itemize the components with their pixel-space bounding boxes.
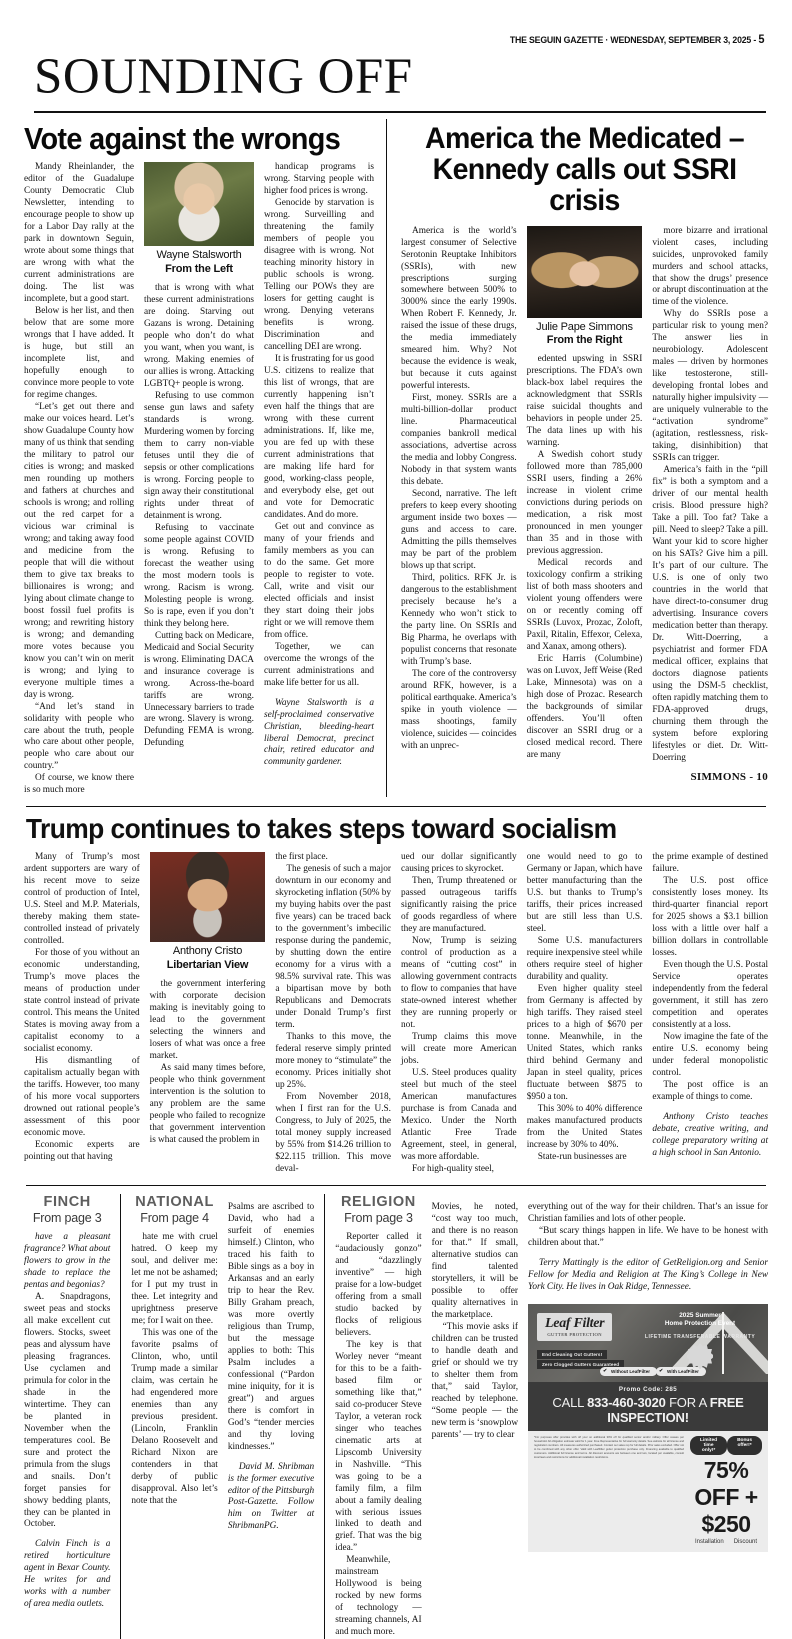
jump-subhead: From page 4 bbox=[140, 1210, 209, 1225]
ad-event-line2: Home Protection Event bbox=[664, 1319, 736, 1327]
author-tagline: Terry Mattingly is the editor of GetReligion.org and Senior Fellow for Media and Religion at The King’s College in New York City. He lives in Oak Ridge, Tennessee. bbox=[528, 1257, 769, 1292]
ad-call-mid: FOR A bbox=[669, 1394, 707, 1410]
jump-column-religion-end bbox=[528, 1194, 768, 1639]
ad-offer-bar bbox=[528, 1431, 768, 1552]
ad-badge-left: Limited time only!* bbox=[690, 1436, 727, 1455]
paragraph: hate me with cruel hatred. O keep my soul, and deliver me: let me not be ashamed; for I put my trust in thee. Let integrity and uprightness preserve me; for I wait on thee. bbox=[131, 1231, 218, 1326]
paragraph: Medical records and toxicology confirm a striking list of both mass shooters and violent young offenders were on or recently coming off SSRIs (Luvox, Prozac, Zoloft, Paxil, Ritalin, Effexor, Celexa, and Xanax, among others). bbox=[526, 558, 643, 652]
paragraph: Even though the U.S. Postal Service operates independently from the federal government, it still has zero competition and operates consistently at a loss. bbox=[652, 960, 769, 1031]
ad-brand-logo bbox=[537, 1313, 612, 1341]
right-headline-line2: Kennedy calls out SSRI crisis bbox=[432, 153, 737, 218]
paragraph: Movies, he noted, “cost way too much, and there is no reason for that.” If small, alternative studios can find talented storytellers, it will be possible to offer quality alternatives in the marketplace. bbox=[431, 1201, 519, 1320]
columnist-photo bbox=[150, 852, 266, 942]
paragraph: Refusing to use common sense gun laws and safety standards is wrong. Murdering women by forcing them to carry non-viable fetuses until they die of sepsis or other complications is wrong. Forcing people to sign away their constitutional rights under threat of detainment is wrong. bbox=[144, 390, 254, 521]
paragraph: edented upswing in SSRI prescriptions. The FDA’s own black-box label requires the acknowledgment that SSRIs raise suicidal thoughts and behaviors in people under 25. The data lines up with his warning. bbox=[526, 354, 643, 449]
paragraph: For high-quality steel, bbox=[412, 1163, 494, 1174]
mid-col-5 bbox=[527, 852, 643, 1176]
jump-head: FINCH bbox=[43, 1193, 91, 1210]
paragraph: one would need to go to Germany or Japan, which have better manufacturing than the U.S. but thanks to Trump’s tariffs, their prices increased but are still less than U.S. steel. bbox=[526, 852, 643, 935]
jump-column-national bbox=[131, 1194, 217, 1639]
paragraph: the government interfering with corporate decision making is inevitably going to lead to the government selecting the winners and losers of what was once a free market. bbox=[149, 979, 266, 1061]
author-tagline: Wayne Stalsworth is a self-proclaimed conservative Christian, bleeding-heart liberal Democrat, precinct chair, retired educator and community gardener. bbox=[264, 697, 374, 768]
section-divider-2 bbox=[26, 1185, 766, 1186]
author-tagline: Calvin Finch is a retired horticulture agent in Bexar County. He writes for and works with a number of area media outlets. bbox=[24, 1539, 111, 1610]
jump-columns-row bbox=[24, 1194, 768, 1639]
paragraph: The U.S. post office consistently loses money. Its third-quarter financial report for 2025 shows a $3.1 billion loss with a little over half a billion dollars in controllable losses. bbox=[652, 876, 769, 959]
paragraph: Below is her list, and then below that are some more wrongs that I have added. It is huge, but still an incomplete list, and hopefully enough to convince more people to vote for regime changes. bbox=[24, 306, 134, 400]
paragraph: His dismantling of capitalism actually began with the tariffs. However, too many of his more vocal supporters drowned out rational people’s assessment of this poor economic move. bbox=[24, 1056, 140, 1138]
paragraph: The post office is an example of things to come. bbox=[652, 1079, 769, 1102]
columnist-name: Julie Pape Simmons bbox=[536, 320, 633, 333]
ad-fine-print: *For purposes offer provides with off your on additional 30% off for qualified senior and/or military. Offer ceases per household. All obligation estimate valid for 1 year. Free Representative for full warranty details. See website for all license and registration numbers. All measures authorized purchased. Contact our sales rep for full details. Prior sales excluded. Offer not to be combined with any other offer. Valid with LeafFilter gutter protection purchase only. Financing available to qualified customers. Additional full license and terms. All discount amounts are between one and two, located per available, consult local laws and restrictions for additional installation restrictions. bbox=[534, 1435, 685, 1459]
jump-head: RELIGION bbox=[340, 1193, 416, 1210]
ad-call-suffix: FREE INSPECTION! bbox=[607, 1394, 744, 1425]
ad-brand-sub: GUTTER PROTECTION bbox=[547, 1331, 602, 1337]
paragraph: U.S. Steel produces quality steel but much of the steel American manufactures purchase is from Canada and Mexico. Under the North Atlantic Free Trade Agreement, steel, in general, was more affordable. bbox=[401, 1068, 517, 1162]
mid-col-2 bbox=[150, 852, 266, 1176]
paragraph: Trump claims this move will create more American jobs. bbox=[401, 1032, 517, 1067]
columnist-mug-simmons bbox=[527, 226, 643, 348]
paragraph: the first place. bbox=[275, 852, 328, 863]
mid-col-3 bbox=[275, 852, 391, 1176]
paragraph: Reporter called it “audaciously gonzo” and “dazzlingly inventive” — high praise for a low-budget offering from a small studio backed by flocks of religious believers. bbox=[335, 1231, 422, 1338]
sunburst-icon bbox=[687, 1343, 713, 1369]
left-col-1 bbox=[24, 162, 134, 797]
columnist-photo bbox=[144, 162, 254, 246]
advertisement-leaffilter[interactable] bbox=[528, 1304, 768, 1552]
columnist-caption bbox=[527, 318, 643, 348]
paragraph: The key is that Worley never “meant for this to be a faith-based film or something like that,” said co-producer Steve Taylor, a veteran rock singer who teaches cinematic arts at Lipscomb University in Nashville. “This was going to be a family film, a film about a family dealing with serious issues linked to death and grief. That was the big idea.” bbox=[335, 1339, 422, 1554]
columnist-caption bbox=[144, 246, 254, 276]
column-divider bbox=[120, 1194, 121, 1639]
paragraph: For those of you without an economic understanding, Trump’s move places the means of production under state control instead of private control. This means the United States is moving away from a capitalist economy to a socialist economy. bbox=[24, 948, 140, 1055]
ad-event-line1: 2025 Summer bbox=[679, 1311, 721, 1319]
paragraph: Thanks to this move, the federal reserve simply printed more money to “stimulate” the economy. Prices initially shot up 25%. bbox=[275, 1032, 392, 1090]
right-col-3 bbox=[652, 226, 768, 783]
paragraph: From November 2018, when I first ran for the U.S. Congress, to July of 2025, the total money supply increased by 55% from $14.26 trillion to $22.115 trillion. This move deval- bbox=[275, 1091, 392, 1174]
column-divider-2 bbox=[324, 1194, 325, 1639]
paragraph: Mandy Rheinlander, the editor of the Guadalupe County Democratic Club Newsletter, intending to encourage people to show up for a Labor Day rally at the park in downtown Seguin, wrote about some things that are wrong with what the current administrations are doing. The list was incomplete, but a good start. bbox=[24, 162, 134, 305]
paragraph: Third, politics. RFK Jr. is dangerous to the establishment precisely because he’s a Kennedy who won’t stick to the party line. On SSRIs and Big Pharma, he overlaps with populist concerns that resonate with Trump’s base. bbox=[401, 573, 517, 667]
jump-subhead bbox=[432, 1195, 518, 1202]
columnist-role: Libertarian View bbox=[166, 958, 249, 971]
paragraph: It is frustrating for us good U.S. citizens to realize that this list of wrongs, that are currently happening isn’t even half the things that are wrong with these current administrations. If, like me, you are fed up with these current administrations that are making life hard for good, working-class people, and everybody else, get out and vote for Democratic candidates. And do more. bbox=[264, 353, 374, 520]
paragraph: “And let’s stand in solidarity with people who care about the truth, people who care about other people, people who care about our country.” bbox=[24, 701, 134, 772]
mid-col-4 bbox=[401, 852, 517, 1176]
columnist-name: Anthony Cristo bbox=[172, 945, 243, 958]
paragraph: America is the world’s largest consumer of Selective Serotonin Reuptake Inhibitors (SSRIs), with new prescriptions surging somewhere between 500% to 3000% since the early 1990s. When Robert F. Kennedy, Jr. raised the issue of these drugs, the media immediately smeared him. Why? Not because the evidence is weak, but because it cuts against powerful interests. bbox=[401, 225, 517, 392]
paragraph: Many of Trump’s most ardent supporters are wary of his recent move to seize control of production of Intel, U.S. Steel and M.P. Materials, thereby making them state-controlled instead of privately controlled. bbox=[24, 852, 140, 947]
paragraph: handicap programs is wrong. Starving people with higher food prices is wrong. bbox=[264, 162, 374, 197]
jumpline: SIMMONS - 10 bbox=[690, 770, 769, 783]
ad-hero-image bbox=[528, 1304, 768, 1382]
paragraph: First, money. SSRIs are a multi-billion-dollar product line. Pharmaceutical companies bankroll medical associations, advertise across the media and lobby Congress. Nobody in that system wants this debate. bbox=[401, 393, 517, 488]
right-col-2 bbox=[527, 226, 643, 783]
ad-badge-right: Bonus offer!* bbox=[727, 1436, 762, 1455]
jump-subhead bbox=[228, 1195, 314, 1202]
paragraph: Psalms are ascribed to David, who had a surfeit of enemies himself.) Clinton, who traced his faith to Bible sings as a boy in Arkansas and an early trip to hear the Rev. Billy Graham preach, was more overtly religious than Trump, but the message applies to both: This Psalm includes a confessional (“Pardon mine iniquity, for it is great”) and argues there is comfort in God’s “tender mercies and thy loving kindnesses.” bbox=[227, 1201, 315, 1452]
right-headline bbox=[410, 119, 759, 226]
columnist-name: Wayne Stalsworth bbox=[156, 249, 242, 262]
author-tagline: Anthony Cristo teaches debate, creative writing, and college preparatory writing at a high school in San Antonio. bbox=[652, 1111, 769, 1158]
mid-opinion-package bbox=[24, 807, 768, 1175]
paragraph: that is wrong with what these current administrations are doing. Starving out Gazans is wrong. Detaining people who don’t do what you want, when you want, is wrong. Making enemies of our allies is wrong. Attacking LGBTQ+ people is wrong. bbox=[144, 283, 254, 389]
paragraph: As said many times before, people who think government intervention is the solution to any problem are the same people who failed to recognize that government intervention is what caused the problem in bbox=[149, 1062, 266, 1145]
paragraph: A Swedish cohort study followed more than 785,000 SSRI users, finding a 26% increase in violent crime convictions during periods on medication, a risk most pronounced in men younger than 35 and in those with previous aggression. bbox=[526, 450, 643, 557]
ad-pill-2: Zero Clogged Gutters Guaranteed bbox=[537, 1360, 624, 1369]
mid-col-1 bbox=[24, 852, 140, 1176]
paragraph: Why do SSRIs pose a particular risk to young men? The answer lies in neurobiology. Adolescent males — driven by hormones like testosterone, still-developing frontal lobes and naturally higher impulsivity — are uniquely vulnerable to the “activation syndrome” (agitation, restlessness, risk-taking, disinhibition) that SSRIs can trigger. bbox=[652, 309, 769, 464]
left-col-2 bbox=[144, 162, 254, 797]
paragraph: Genocide by starvation is wrong. Surveilling and threatening the family members of people you disagree with is wrong. Not teaching minority history in public schools is wrong. Telling our POWs they are losers for getting caught is wrong. Denying veterans benefits is wrong. Discrimination and cancelling DEI are wrong. bbox=[264, 198, 374, 352]
ad-offer-right-label: Discount bbox=[733, 1538, 758, 1545]
paragraph: Of course, we know there is so much more bbox=[24, 773, 134, 796]
ad-warranty: LIFETIME TRANSFERABLE WARRANTY bbox=[644, 1333, 756, 1340]
left-col-3 bbox=[264, 162, 374, 797]
ad-event-block bbox=[640, 1312, 760, 1370]
paragraph: “Let’s get out there and make our voices heard. Let’s show Guadalupe County how many of us think that sending the military to patrol our cities is wrong; and masked men rounding up mothers and fathers at churches and schools is wrong; and rolling out the red carpet for a vicious war criminal is wrong; and taking away food and medicine from the people that will die without them to give tax breaks to billionaires is wrong; and lying about climate change to boost fossil fuel profits is wrong; and rewriting history is wrong; and demanding more votes because you know you can’t win on merit is wrong; and lying to everyone multiple times a day is wrong. bbox=[24, 401, 134, 700]
paragraph: Get out and convince as many of your friends and family members as you can to do the same. Get more people to register to vote. Call, write and visit our elected officials and insist they start doing their jobs right or we will remove them from office. bbox=[264, 521, 374, 640]
jump-column-religion bbox=[335, 1194, 421, 1639]
paragraph: “But scary things happen in life. We have to be honest with children about that.” bbox=[528, 1225, 769, 1248]
ad-call-prefix: CALL bbox=[552, 1394, 584, 1410]
paragraph: everything out of the way for their children. That’s an issue for Christian families and lots of other people. bbox=[528, 1201, 769, 1224]
paragraph: more bizarre and irrational violent cases, including suicides, unprovoked family murders and school attacks, that show the drugs’ presence or abrupt discontinuation at the time of the violence. bbox=[652, 225, 769, 308]
ad-chip-without: ✔ Without LeafFilter bbox=[600, 1367, 657, 1376]
columnist-photo bbox=[527, 226, 643, 318]
paragraph: Then, Trump threatened or passed outrageous tariffs significantly raising the price of goods regardless of where they are manufactured. bbox=[401, 876, 517, 935]
folio-text: THE SEGUIN GAZETTE · WEDNESDAY, SEPTEMBER 3, 2025 - bbox=[509, 35, 757, 46]
paragraph: “This movie asks if children can be trusted to handle death and grief or should we try to shelter them from that,” said Taylor, reached by telephone. “Some people — the new term is ‘snowplow parents’ — try to clear bbox=[431, 1321, 519, 1440]
right-headline-line1: America the Medicated – bbox=[425, 122, 744, 155]
folio-line bbox=[84, 0, 768, 46]
paragraph: The core of the controversy around RFK, however, is a political earthquake. America’s spike in youth violence — mass shootings, family violence, suicides — coincides with an unprec- bbox=[401, 668, 517, 751]
jump-head: NATIONAL bbox=[135, 1193, 214, 1210]
paragraph: The genesis of such a major downturn in our economy and skyrocketing inflation (50% by my buying habits over the past five years) can be traced back to the government’s imbecilic response during the pandemic, by shutting down the entire economy for a virus with a 98.5% survival rate. This was a bipartisan move by both Republicans and Democrats under Donald Trump’s first term. bbox=[275, 864, 392, 1031]
jump-subhead: From page 3 bbox=[344, 1210, 413, 1225]
mid-col-6 bbox=[652, 852, 768, 1176]
page-number: 5 bbox=[758, 32, 765, 46]
paragraph: Cutting back on Medicare, Medicaid and Social Security is wrong. Eliminating DACA and insurance coverage is wrong. Across-the-board tariffs are wrong. Unnecessary barriers to trade are wrong. Slavery is wrong. Defunding FEMA is wrong. Defunding bbox=[144, 630, 254, 749]
jump-subhead bbox=[528, 1195, 768, 1202]
ad-offer-left-label: Installation bbox=[695, 1538, 724, 1545]
paragraph: Together, we can overcome the wrongs of the current administrations and make life better for us all. bbox=[264, 641, 374, 688]
paragraph: Eric Harris (Columbine) was on Luvox, Jeff Weise (Red Lake, Minnesota) was on a high dose of Prozac. Research the backgrounds of similar offenders. You’ll often discover an SSRI drug or a closed medical record. There are many bbox=[526, 653, 643, 760]
jump-column-national-cont bbox=[228, 1194, 314, 1639]
paragraph: A. Snapdragons, sweet peas and stocks all make excellent cut flowers. Stocks, sweet peas and alyssum have pleasing fragrances. Use cyclamen and primula for color in the shade in the wintertime. They can be planted in November when the temperatures cool. Be sure and protect the primula from the slugs and snails. Don’t forget pansies for showy bedding plants, they can be planted in October. bbox=[24, 1291, 111, 1530]
top-opinion-row bbox=[24, 119, 768, 797]
title-rule bbox=[34, 111, 766, 113]
ad-phone-number[interactable]: 833-460-3020 bbox=[587, 1394, 666, 1410]
mid-headline: Trump continues to takes steps toward socialism bbox=[25, 813, 617, 845]
paragraph: Economic experts are pointing out that having bbox=[24, 1139, 140, 1162]
paragraph: Now imagine the fate of the entire U.S. economy being under federal monopolistic control. bbox=[652, 1032, 769, 1078]
paragraph: This 30% to 40% difference makes manufactured products from the United States increase by 30% to 40%. bbox=[526, 1103, 643, 1150]
paragraph: America’s faith in the “pill fix” is both a symptom and a driver of our mental health crisis. Blood pressure high? Take a pill. Too fat? Take a pill. Need to sleep? Take a pill. Want your kid to score higher on his SATs? Give him a pill. It’s part of our culture. The U.S. is one of only two countries in the world that have direct-to-consumer drug advertising. Insurance covers medication better than therapy. Dr. Witt-Doerring, a psychiatrist and former FDA medical officer, explains that doctors diagnose patients using the DSM-5 checklist, often rapidly matching them to FDA-approved drugs, churning them through the system before exploring lifestyles or diet. Dr. Witt-Doerring bbox=[652, 465, 769, 763]
right-opinion-package bbox=[386, 119, 768, 797]
left-opinion-package bbox=[24, 119, 386, 797]
paragraph: Even higher quality steel from Germany is affected by high tariffs. They raised steel prices to a high of $670 per tonne. Meanwhile, in the United States, which ranks third behind Germany and Japan in steel quality, prices fluctuate between $875 to $950 a ton. bbox=[526, 984, 643, 1102]
paragraph: have a pleasant fragrance? What about flowers to grow in the shade to replace the pentas and begonias? bbox=[24, 1231, 111, 1290]
jump-subhead: From page 3 bbox=[32, 1210, 102, 1225]
ad-call-line[interactable] bbox=[528, 1395, 768, 1425]
columnist-role: From the Right bbox=[546, 333, 623, 346]
paragraph: This was one of the favorite psalms of Clinton, who, until Trump made a similar claim, was certain he had engendered more enemies than any previous president. (Lincoln, Franklin Delano Roosevelt and Richard Nixon are contenders in that derby of public disapproval. Also let’s note that the bbox=[131, 1327, 218, 1506]
paragraph: the prime example of destined failure. bbox=[652, 852, 769, 875]
columnist-role: From the Left bbox=[165, 262, 233, 275]
ad-offer-headline: 75% OFF + $250 bbox=[694, 1456, 758, 1537]
left-headline: Vote against the wrongs bbox=[24, 121, 341, 156]
right-col-1 bbox=[401, 226, 517, 783]
jump-column-religion-cont bbox=[432, 1194, 518, 1639]
ad-badges bbox=[690, 1436, 762, 1455]
paragraph: State-run businesses are bbox=[537, 1151, 627, 1162]
ad-offer-subs bbox=[690, 1539, 762, 1545]
paragraph: Now, Trump is seizing control of production as a means of “cutting cost” in allowing government contracts to flow to companies that have state-owned interest whether they are running properly or not. bbox=[401, 936, 517, 1031]
paragraph: Second, narrative. The left prefers to keep every shooting argument inside two boxes — guns and access to care. Admitting the pills themselves may be part of the problem blows up that script. bbox=[401, 489, 517, 572]
paragraph: Meanwhile, mainstream Hollywood is being rocked by new forms of technology — streaming channels, AI and much more. bbox=[335, 1555, 422, 1638]
paragraph: Refusing to vaccinate some people against COVID is wrong. Refusing to forecast the weather using the most modern tools is wrong. Racism is wrong. Molesting people is wrong. So is rape, even if you don’t think they belong here. bbox=[144, 522, 254, 629]
ad-pill-1: End Cleaning Out Gutters! bbox=[537, 1350, 607, 1359]
ad-chip-with: ✔ With LeafFilter bbox=[656, 1367, 706, 1376]
ad-promo-code: Promo Code: 285 bbox=[618, 1385, 678, 1393]
ad-call-bar[interactable] bbox=[528, 1382, 768, 1431]
author-tagline: David M. Shribman is the former executive editor of the Pittsburgh Post-Gazette. Follow him on Twitter at ShribmanPG. bbox=[227, 1461, 315, 1532]
ad-brand-name: Leaf Filter bbox=[545, 1315, 605, 1331]
jump-column-finch bbox=[24, 1194, 110, 1639]
ad-offer-block bbox=[690, 1436, 762, 1545]
columnist-mug-cristo bbox=[150, 852, 266, 972]
columnist-caption bbox=[150, 942, 266, 972]
columnist-mug-stalsworth bbox=[144, 162, 254, 276]
paragraph: ued our dollar significantly causing prices to skyrocket. bbox=[401, 852, 517, 875]
paragraph: Some U.S. manufacturers require inexpensive steel while others require steel of higher durability and quality. bbox=[526, 936, 643, 983]
page-title: SOUNDING OFF bbox=[34, 49, 413, 105]
